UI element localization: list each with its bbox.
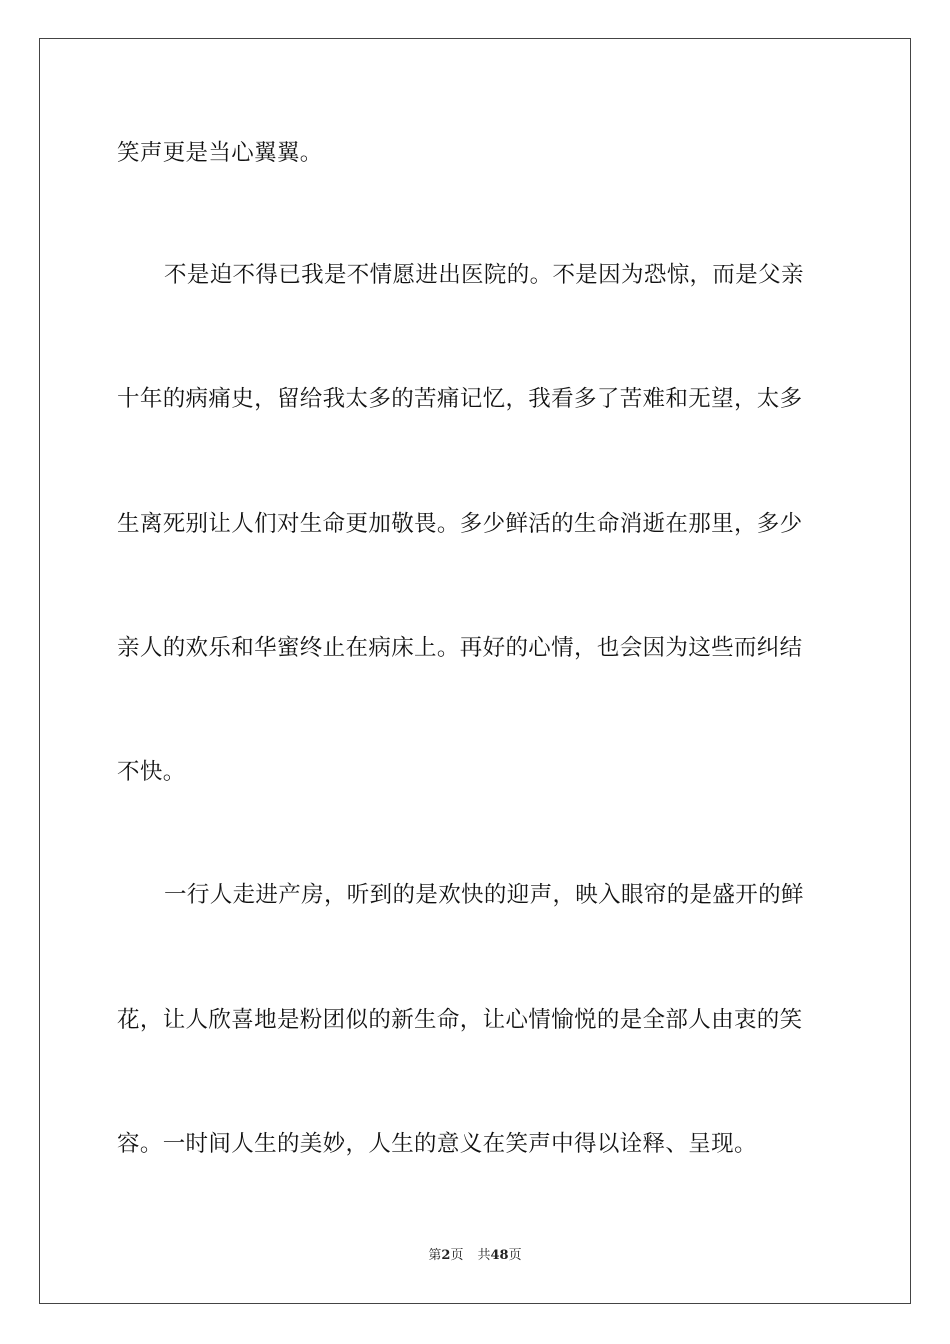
total-suffix: 页 [508,1248,522,1263]
paragraph-line: 不是迫不得已我是不情愿进出医院的。不是因为恐惊，而是父亲 [164,262,804,288]
page-border [39,38,911,1304]
paragraph-line: 容。一时间人生的美妙，人生的意义在笑声中得以诠释、呈现。 [117,1131,757,1157]
total-pages: 48 [490,1248,509,1263]
total-prefix: 共 [477,1248,491,1263]
paragraph-line: 亲人的欢乐和华蜜终止在病床上。再好的心情，也会因为这些而纠结 [117,635,803,661]
paragraph-line: 不快。 [117,759,186,785]
page-footer [0,1247,950,1265]
paragraph-line: 笑声更是当心翼翼。 [117,140,323,166]
paragraph-line: 一行人走进产房，听到的是欢快的迎声，映入眼帘的是盛开的鲜 [164,882,804,908]
page-prefix: 第 [428,1248,442,1263]
paragraph-line: 花，让人欣喜地是粉团似的新生命，让心情愉悦的是全部人由衷的笑 [117,1007,803,1033]
paragraph-line: 十年的病痛史，留给我太多的苦痛记忆，我看多了苦难和无望，太多 [117,386,803,412]
page-number: 2 [441,1248,451,1263]
page-suffix: 页 [450,1248,464,1263]
paragraph-line: 生离死别让人们对生命更加敬畏。多少鲜活的生命消逝在那里，多少 [117,511,803,537]
